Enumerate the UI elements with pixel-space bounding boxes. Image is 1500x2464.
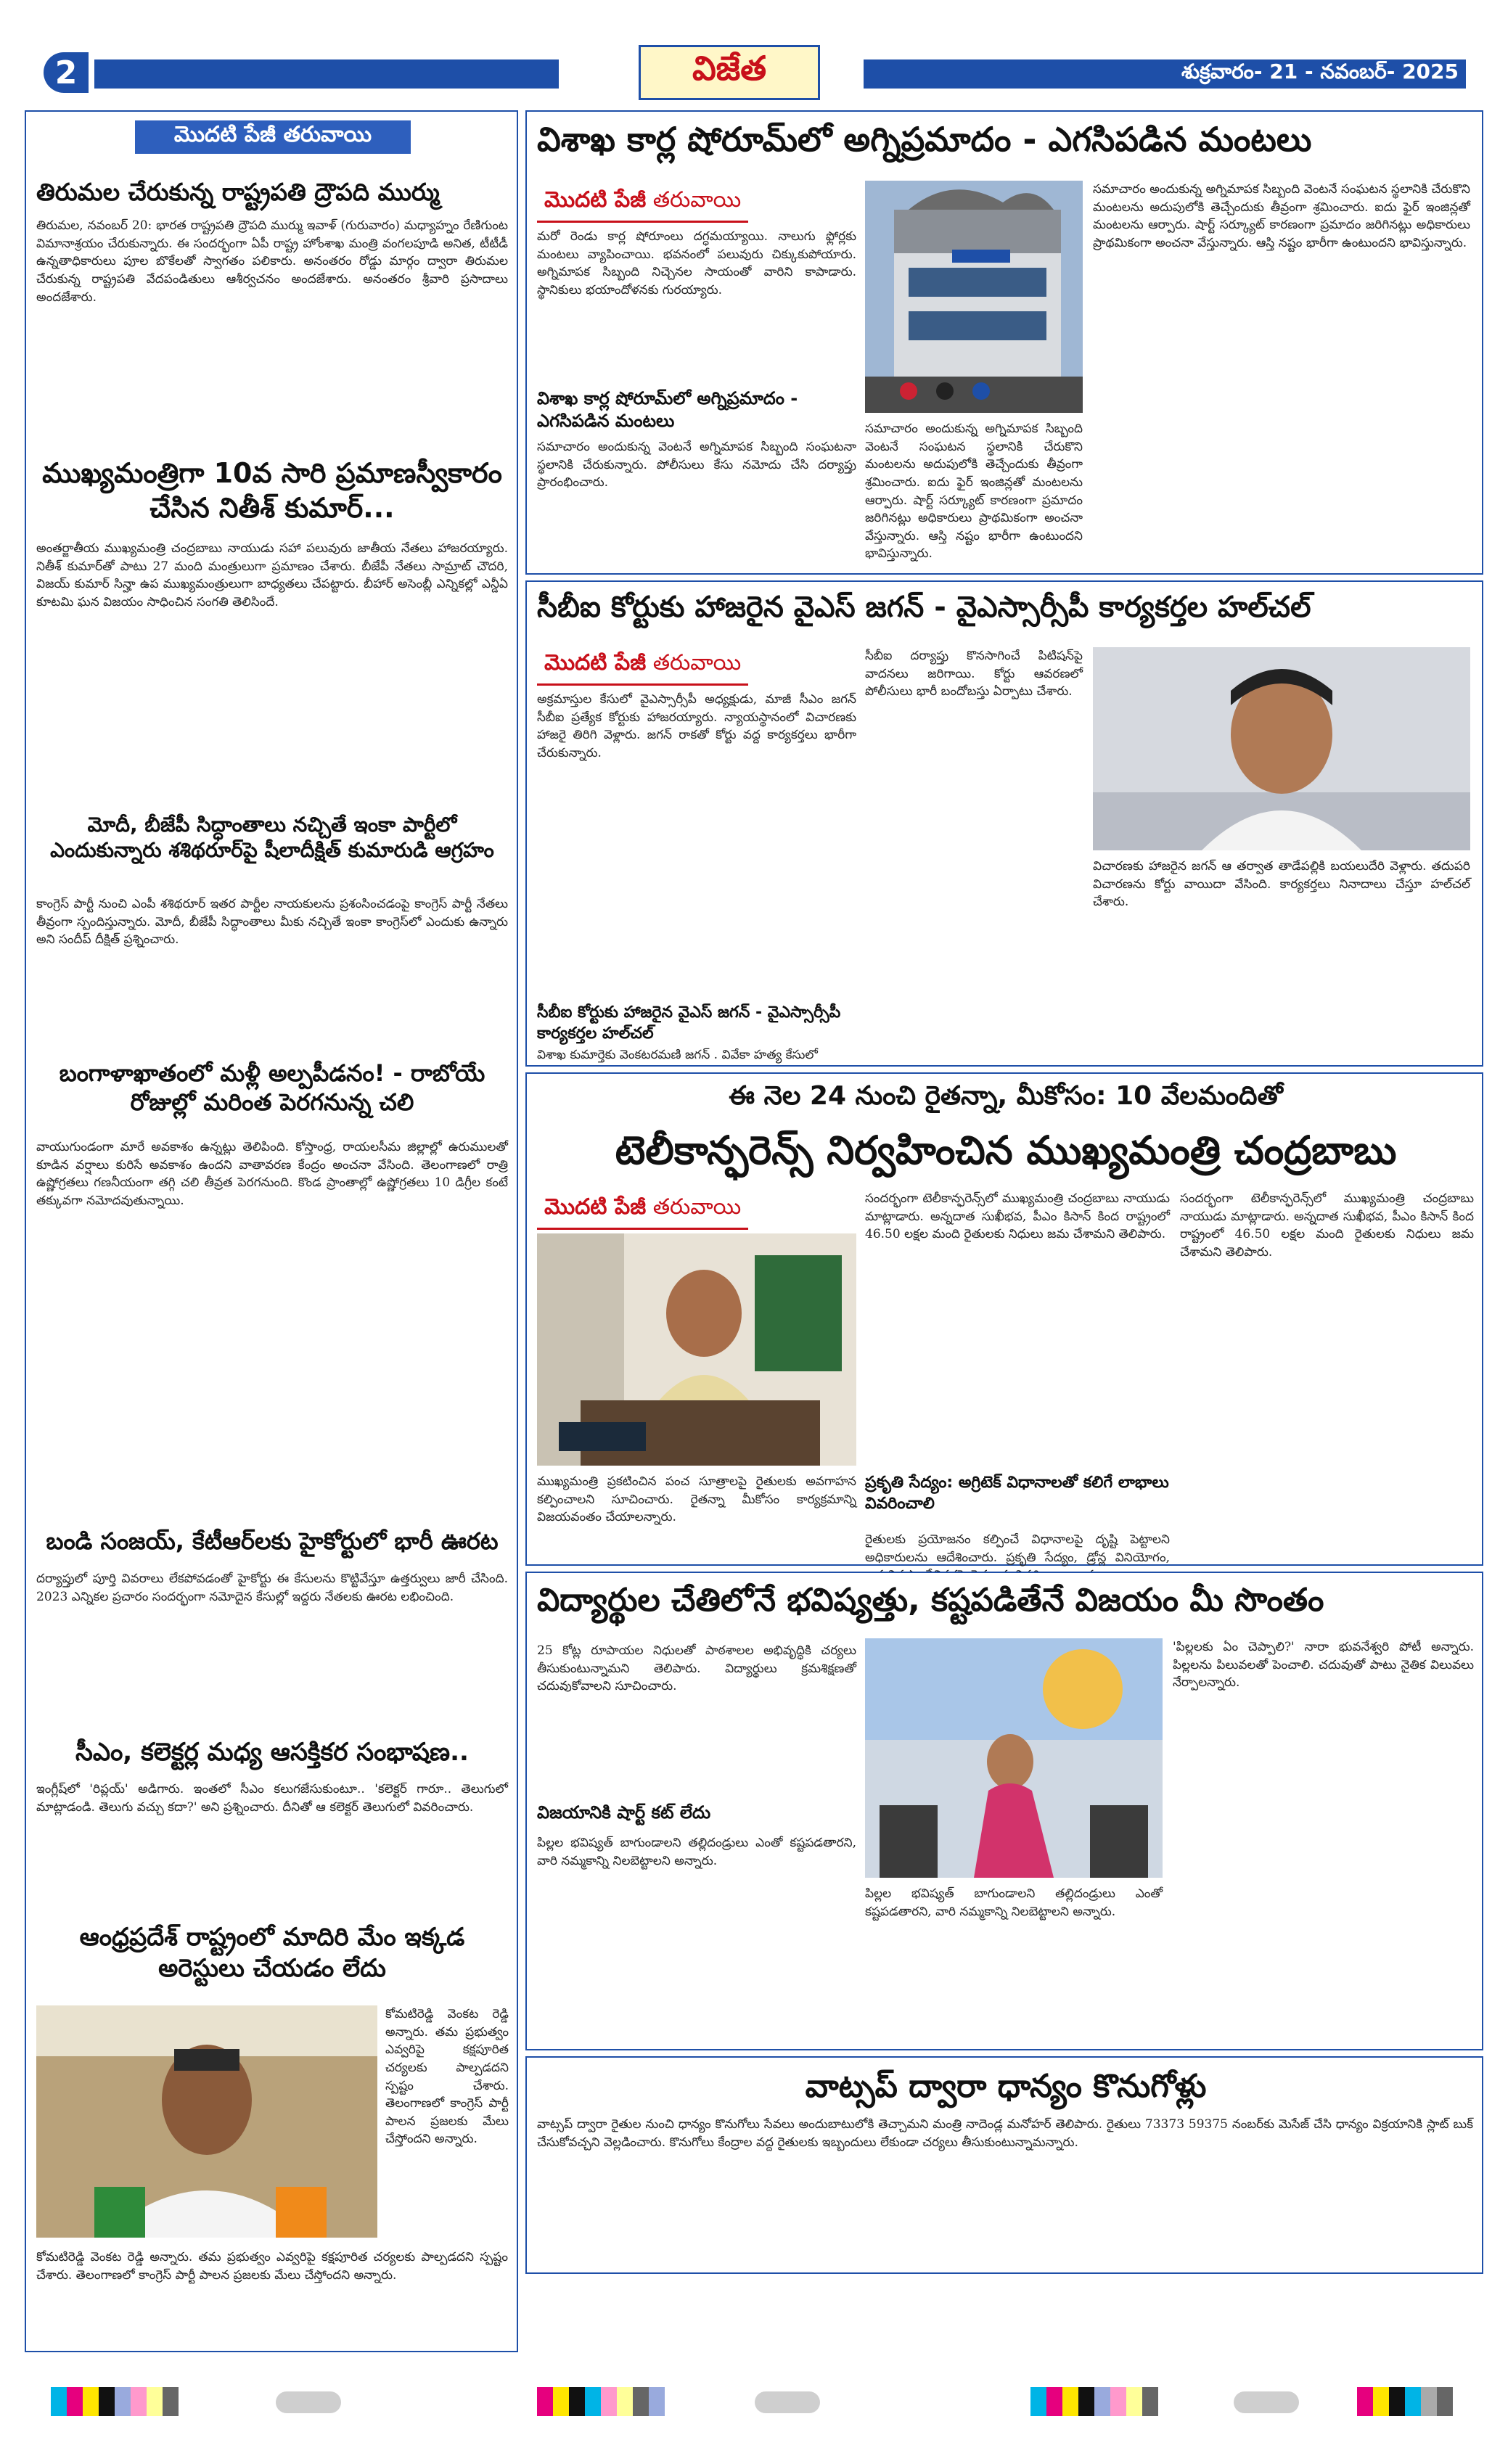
article-cbi-jagan	[525, 580, 1483, 1067]
registration-oval	[1234, 2391, 1299, 2413]
article-body: అక్రమాస్తుల కేసులో వైఎస్సార్సీపీ అధ్యక్షుడు, మాజీ సీఎం జగన్ సీబీఐ ప్రత్యేక కోర్టుకు హాజరయ్యారు. న్యాయస్థానంలో విచారణకు హాజరై తిరిగి వెళ్లారు. జగన్ రాకతో కోర్టు వద్ద కార్యకర్తలు భారీగా చేరుకున్నారు.	[537, 692, 856, 760]
article-body: సందర్భంగా టెలీకాన్ఫరెన్స్‌లో ముఖ్యమంత్రి చంద్రబాబు నాయుడు మాట్లాడారు. అన్నదాత సుఖీభవ, పీఎం కిసాన్ కింద రాష్ట్రంలో 46.50 లక్షల మంది రైతులకు నిధులు జమ చేశామని తెలిపారు.	[1180, 1191, 1474, 1260]
article-whatsapp	[525, 2056, 1483, 2274]
kicker-rest: తరువాయి	[646, 1194, 742, 1220]
registration-mark	[1357, 2387, 1453, 2416]
kicker-strong: మొదటి పేజీ	[544, 1194, 647, 1220]
article-body: ముఖ్యమంత్రి ప్రకటించిన పంచ సూత్రాలపై రైతులకు అవగాహన కల్పించాలని సూచించారు. రైతన్నా మీకోసం కార్యక్రమాన్ని విజయవంతం చేయాలన్నారు.	[537, 1474, 856, 1525]
article-body: ఇంగ్లీష్‌లో 'రిప్లయ్' అడిగారు. ఇంతలో సీఎం కలుగజేసుకుంటూ.. 'కలెక్టర్ గారూ.. తెలుగులో మాట్లాడండి. తెలుగు వచ్చు కదా?' అని ప్రశ్నించారు. దీనితో ఆ కలెక్టర్ తెలుగులో వివరించారు.	[36, 1782, 508, 1815]
article-body: సమాచారం అందుకున్న అగ్నిమాపక సిబ్బంది వెంటనే సంఘటన స్థలానికి చేరుకొని మంటలను అదుపులోకి తెచ్చేందుకు తీవ్రంగా శ్రమించారు. ఐదు ఫైర్ ఇంజిన్లతో మంటలను ఆర్పారు. షార్ట్ సర్క్యూట్ కారణంగా ప్రమాదం జరిగినట్లు అధికారులు ప్రాథమికంగా అంచనా వేస్తున్నారు. ఆస్తి నష్టం భారీగా ఉంటుందని భావిస్తున్నారు.	[1093, 182, 1470, 250]
continued-ribbon: మొదటి పేజీ తరువాయి	[135, 120, 411, 154]
article-body: సమాచారం అందుకున్న అగ్నిమాపక సిబ్బంది వెంటనే సంఘటన స్థలానికి చేరుకొని మంటలను అదుపులోకి తెచ్చేందుకు తీవ్రంగా శ్రమించారు. ఐదు ఫైర్ ఇంజిన్లతో మంటలను ఆర్పారు. షార్ట్ సర్క్యూట్ కారణంగా ప్రమాదం జరిగినట్లు అధికారులు ప్రాథమికంగా అంచనా వేస్తున్నారు. ఆస్తి నష్టం భారీగా ఉంటుందని భావిస్తున్నారు.	[865, 422, 1083, 562]
registration-oval	[755, 2391, 820, 2413]
article-headline: ముఖ్యమంత్రిగా 10వ సారి ప్రమాణస్వీకారం చేసిన నితీశ్ కుమార్...	[42, 457, 502, 524]
article-headline: టెలీకాన్ఫరెన్స్ నిర్వహించిన ముఖ్యమంత్రి చంద్రబాబు	[615, 1128, 1397, 1173]
article-body: విచారణకు హాజరైన జగన్ ఆ తర్వాత తాడేపల్లికి బయలుదేరి వెళ్లారు. తదుపరి విచారణను కోర్టు వాయిదా వేసింది. కార్యకర్తలు నినాదాలు చేస్తూ హల్‌చల్ చేశారు.	[1093, 859, 1470, 910]
politician-photo	[36, 2005, 377, 2238]
article-body: సందర్భంగా టెలీకాన్ఫరెన్స్‌లో ముఖ్యమంత్రి చంద్రబాబు నాయుడు మాట్లాడారు. అన్నదాత సుఖీభవ, పీఎం కిసాన్ కింద రాష్ట్రంలో 46.50 లక్షల మంది రైతులకు నిధులు జమ చేశామని తెలిపారు.	[865, 1191, 1170, 1242]
page-number: 2	[44, 52, 89, 93]
article-body: దర్యాప్తులో పూర్తి వివరాలు లేకపోవడంతో హైకోర్టు ఈ కేసులను కొట్టివేస్తూ ఉత్తర్వులు జారీ చేసింది. 2023 ఎన్నికల ప్రచారం సందర్భంగా నమోదైన కేసుల్లో ఇద్దరు నేతలకు ఊరట లభించింది.	[36, 1572, 508, 1604]
article-body: వాట్సప్ ద్వారా రైతుల నుంచి ధాన్యం కొనుగోలు సేవలు అందుబాటులోకి తెచ్చామని మంత్రి నాదెండ్ల మనోహర్ తెలిపారు. రైతులు 73373 59375 నంబర్‌కు మెసేజ్ చేసి ధాన్యం విక్రయానికి స్లాట్ బుక్ చేసుకోవచ్చని వెల్లడించారు. కొనుగోలు కేంద్రాల వద్ద రైతులకు ఇబ్బందులు లేకుండా చర్యలు తీసుకుంటున్నామన్నారు.	[537, 2117, 1473, 2150]
students-event-photo	[865, 1638, 1163, 1878]
article-body: విశాఖ కుమార్తెకు వెంకటరమణి జగన్ . వివేకా హత్య కేసులో	[537, 1048, 818, 1062]
registration-mark	[537, 2387, 665, 2416]
article-subhead: ప్రకృతి సేద్యం: అగ్రిటెక్ విధానాలతో కలిగే లాభాలు వివరించాలి	[865, 1474, 1169, 1513]
kicker-strong: మొదటి పేజీ	[544, 650, 647, 675]
article-students	[525, 1572, 1483, 2050]
left-column	[25, 110, 518, 2352]
article-headline: బండి సంజయ్, కేటీఆర్‌లకు హైకోర్టులో భారీ ఊరట	[46, 1527, 499, 1555]
header-band-left	[94, 59, 559, 89]
article-headline: వాట్సప్ ద్వారా ధాన్యం కొనుగోళ్లు	[805, 2068, 1207, 2105]
article-headline: తిరుమల చేరుకున్న రాష్ట్రపతి ద్రౌపది ముర్ము	[36, 178, 440, 206]
masthead	[0, 0, 1500, 91]
newspaper-logo: విజేత	[639, 45, 820, 100]
article-subhead: సీబీఐ కోర్టుకు హాజరైన వైఎస్ జగన్ - వైఎస్సార్సీపీ కార్యకర్తల హల్‌చల్	[537, 1003, 841, 1043]
article-body: 'పిల్లలకు ఏం చెప్పాలి?' నారా భువనేశ్వరి పోటీ అన్నారు. పిల్లలను పిలువలతో పెంచాలి. చదువుతో పాటు నైతిక విలువలు నేర్పాలన్నారు.	[1173, 1640, 1474, 1691]
article-body: పిల్లల భవిష్యత్ బాగుండాలని తల్లిదండ్రులు ఎంతో కష్టపడతారని, వారి నమ్మకాన్ని నిలబెట్టాలని అన్నారు.	[537, 1836, 856, 1868]
article-body: కోమటిరెడ్డి వెంకట రెడ్డి అన్నారు. తమ ప్రభుత్వం ఎవ్వరిపై కక్షపూరిత చర్యలకు పాల్పడదని స్పష్టం చేశారు. తెలంగాణలో కాంగ్రెస్ పార్టీ పాలన ప్రజలకు మేలు చేస్తోందని అన్నారు.	[36, 2250, 508, 2283]
continued-kicker	[537, 1191, 748, 1230]
article-headline: విద్యార్థుల చేతిలోనే భవిష్యత్తు, కష్టపడితేనే విజయం మీ సొంతం	[537, 1582, 1324, 1619]
article-body: కాంగ్రెస్ పార్టీ నుంచి ఎంపీ శశిథరూర్ ఇతర పార్టీల నాయకులను ప్రశంసించడంపై కాంగ్రెస్ పార్టీ నేతలు తీవ్రంగా స్పందిస్తున్నారు. మోదీ, బీజేపీ సిద్ధాంతాలు మీకు నచ్చితే ఇంకా కాంగ్రెస్‌లో ఎందుకు ఉన్నారు అని సందీప్ దీక్షిత్ ప్రశ్నించారు.	[36, 897, 508, 948]
article-body: వాయుగుండంగా మారే అవకాశం ఉన్నట్లు తెలిపింది. కోస్తాంధ్ర, రాయలసీమ జిల్లాల్లో ఉరుములతో కూడిన వర్షాలు కురిసే అవకాశం ఉందని వాతావరణ కేంద్రం అంచనా వేసింది. తెలంగాణలో రాత్రి ఉష్ణోగ్రతలు గణనీయంగా తగ్గి చలి తీవ్రత పెరగనుంది. కొండ ప్రాంతాల్లో ఉష్ణోగ్రతలు 10 డిగ్రీల కంటే తక్కువగా నమోదవుతున్నాయి.	[36, 1140, 508, 1208]
fire-photo	[865, 181, 1083, 413]
article-body: సీబీఐ దర్యాప్తు కొనసాగించే పిటిషన్‌పై వాదనలు జరిగాయి. కోర్టు ఆవరణలో పోలీసులు భారీ బందోబస్తు ఏర్పాటు చేశారు.	[865, 649, 1083, 699]
article-headline: విశాఖ కార్ల షోరూమ్‌లో అగ్నిప్రమాదం - ఎగసిపడిన మంటలు	[537, 120, 1312, 159]
continued-kicker	[537, 184, 748, 223]
kicker-rest: తరువాయి	[646, 650, 742, 675]
article-body: రైతులకు ప్రయోజనం కల్పించే విధానాలపై దృష్టి పెట్టాలని అధికారులను ఆదేశించారు. ప్రకృతి సేద్యం, డ్రోన్ల వినియోగం,	[865, 1532, 1170, 1565]
article-body: మరో రెండు కార్ల షోరూంలు దగ్ధమయ్యాయి. నాలుగు ఫ్లోర్లకు మంటలు వ్యాపించాయి. భవనంలో పలువురు చిక్కుకుపోయారు. అగ్నిమాపక సిబ్బంది నిచ్చెనల సాయంతో వారిని కాపాడారు. స్థానికులు భయాందోళనకు గురయ్యారు.	[537, 229, 856, 297]
article-visakha-fire	[525, 110, 1483, 575]
registration-oval	[276, 2391, 341, 2413]
article-body: తిరుమల, నవంబర్ 20: భారత రాష్ట్రపతి ద్రౌపది ముర్ము ఇవాళ్ (గురువారం) మధ్యాహ్నం రేణిగుంట విమానాశ్రయం చేరుకున్నారు. ఈ సందర్భంగా ఏపీ రాష్ట్ర హోంశాఖ మంత్రి వంగలపూడి అనిత, టీటీడీ ఉన్నతాధికారులు పూల బొకేలతో స్వాగతం పలికారు. అనంతరం రోడ్డు మార్గం ద్వారా తిరుమల చేరుకున్న రాష్ట్రపతి వేదపండితులు ఆశీర్వచనం అందజేశారు. అనంతరం శ్రీవారి ప్రసాదాలు అందజేశారు.	[36, 218, 508, 305]
kicker-strong: మొదటి పేజీ	[544, 187, 647, 213]
continued-kicker	[537, 647, 748, 686]
article-body: సమాచారం అందుకున్న వెంటనే అగ్నిమాపక సిబ్బంది సంఘటనా స్థలానికి చేరుకున్నారు. పోలీసులు కేసు నమోదు చేసి దర్యాప్తు ప్రారంభించారు.	[537, 440, 856, 490]
article-deck: ఈ నెల 24 నుంచి రైతన్నా, మీకోసం: 10 వేలమందితో	[729, 1081, 1283, 1111]
kicker-rest: తరువాయి	[646, 187, 742, 213]
registration-mark	[1030, 2387, 1158, 2416]
article-body: 25 కోట్ల రూపాయల నిధులతో పాఠశాలల అభివృద్ధికి చర్యలు తీసుకుంటున్నామని తెలిపారు. విద్యార్థులు క్రమశిక్షణతో చదువుకోవాలని సూచించారు.	[537, 1643, 856, 1694]
article-teleconference	[525, 1072, 1483, 1566]
article-headline: మోదీ, బీజేపీ సిద్ధాంతాలు నచ్చితే ఇంకా పార్టీలో ఎందుకున్నారు శశిథరూర్‌పై షీలాదీక్షిత్ కుమారుడి ఆగ్రహం	[50, 813, 494, 862]
article-headline: సీబీఐ కోర్టుకు హాజరైన వైఎస్ జగన్ - వైఎస్సార్సీపీ కార్యకర్తల హల్‌చల్	[537, 591, 1311, 624]
article-headline: ఆంధ్రప్రదేశ్ రాష్ట్రంలో మాదిరి మేం ఇక్కడ అరెస్టులు చేయడం లేదు	[79, 1923, 465, 1983]
article-subhead: విజయానికి షార్ట్ కట్ లేదు	[537, 1802, 711, 1823]
article-subhead: విశాఖ కార్ల షోరూమ్‌లో అగ్నిప్రమాదం - ఎగసిపడిన మంటలు	[537, 388, 798, 432]
article-body: పిల్లల భవిష్యత్ బాగుండాలని తల్లిదండ్రులు ఎంతో కష్టపడతారని, వారి నమ్మకాన్ని నిలబెట్టాలని అన్నారు.	[865, 1886, 1163, 1919]
registration-mark	[51, 2387, 179, 2416]
article-headline: సీఎం, కలెక్టర్ల మధ్య ఆసక్తికర సంభాషణ..	[75, 1738, 469, 1767]
article-body: అంతర్జాతీయ ముఖ్యమంత్రి చంద్రబాబు నాయుడు సహా పలువురు జాతీయ నేతలు హాజరయ్యారు. నితీశ్ కుమార్‌తో పాటు 27 మంది మంత్రులుగా ప్రమాణం చేశారు. బీజేపీ నేతలు సామ్రాట్ చౌదరి, విజయ్ కుమార్ సిన్హా ఉప ముఖ్యమంత్రులుగా బాధ్యతలు చేపట్టారు. బీహార్ అసెంబ్లీ ఎన్నికల్లో ఎన్డీఏ కూటమి ఘన విజయం సాధించిన సంగతి తెలిసిందే.	[36, 541, 508, 609]
article-body-side: కోమటిరెడ్డి వెంకట రెడ్డి అన్నారు. తమ ప్రభుత్వం ఎవ్వరిపై కక్షపూరిత చర్యలకు పాల్పడదని స్పష్టం చేశారు. తెలంగాణలో కాంగ్రెస్ పార్టీ పాలన ప్రజలకు మేలు చేస్తోందని అన్నారు.	[385, 2007, 509, 2147]
issue-date: శుక్రవారం- 21 - నవంబర్- 2025	[1181, 59, 1459, 83]
jagan-photo	[1093, 647, 1470, 850]
article-headline: బంగాళాఖాతంలో మళ్లీ అల్పపీడనం! - రాబోయే రోజుల్లో మరింత పెరగనున్న చలి	[59, 1059, 485, 1116]
cm-photo	[537, 1233, 856, 1466]
